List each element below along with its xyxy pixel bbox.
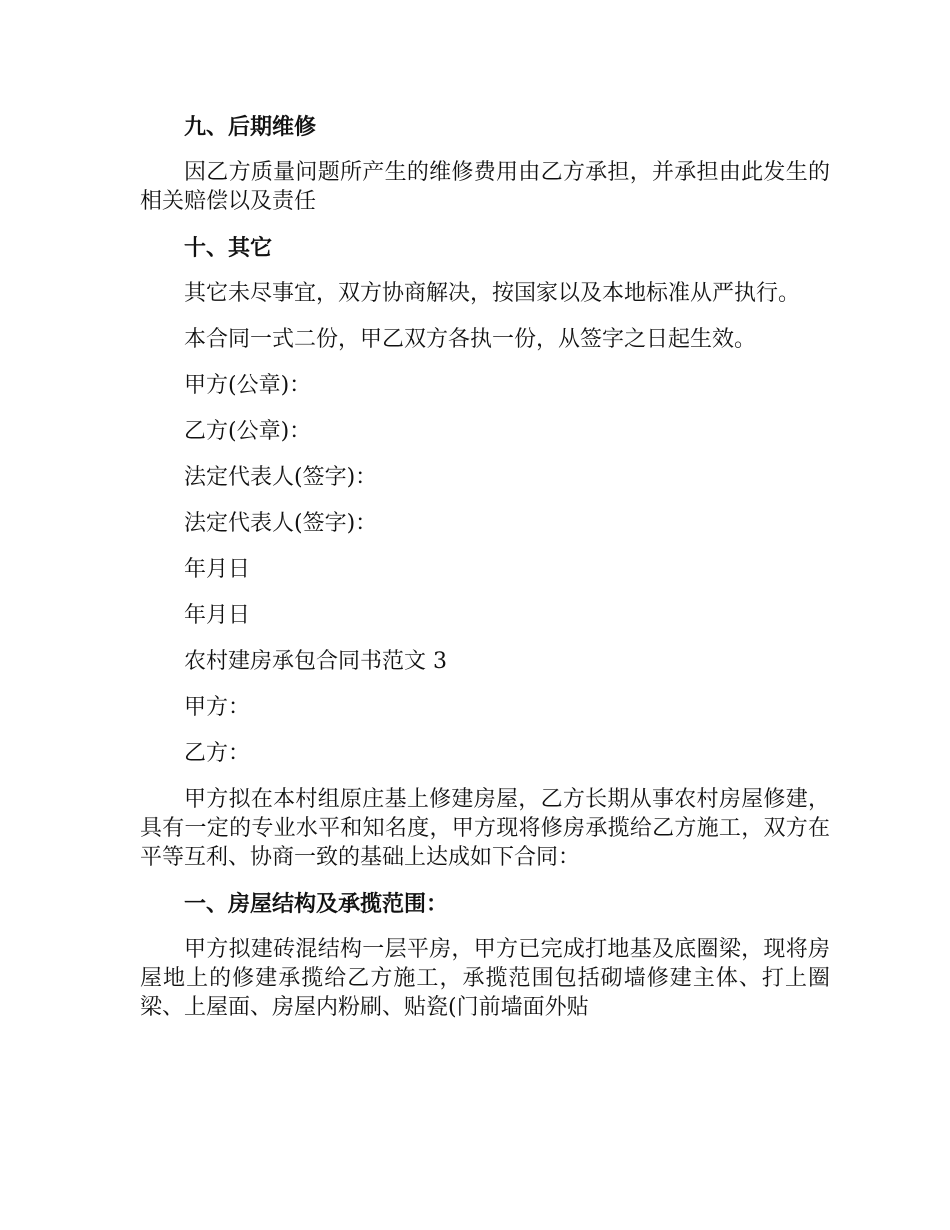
contract-3-intro: 甲方拟在本村组原庄基上修建房屋，乙方长期从事农村房屋修建，具有一定的专业水平和知名度，甲方现将修房承揽给乙方施工，双方在平等互利、协商一致的基础上达成如下合同： bbox=[140, 787, 830, 870]
section-9-heading: 九、后期维修 bbox=[184, 115, 317, 140]
document-content bbox=[140, 112, 830, 1039]
copies-clause: 本合同一式二份，甲乙双方各执一份，从签字之日起生效。 bbox=[184, 327, 757, 352]
party-b-seal-line: 乙方(公章)： bbox=[184, 419, 312, 444]
contract-3-section-1-body: 甲方拟建砖混结构一层平房，甲方已完成打地基及底圈梁，现将房屋地上的修建承揽给乙方施工，承揽范围包括砌墙修建主体、打上圈梁、上屋面、房屋内粉刷、贴瓷(门前墙面外贴 bbox=[140, 937, 830, 1020]
section-10-heading: 十、其它 bbox=[184, 236, 273, 261]
date-a-line: 年月日 bbox=[184, 557, 251, 582]
contract-3-party-b: 乙方： bbox=[184, 741, 251, 766]
contract-3-title: 农村建房承包合同书范文 3 bbox=[184, 649, 447, 674]
contract-3-section-1-heading: 一、房屋结构及承揽范围： bbox=[184, 892, 449, 917]
section-9-body: 因乙方质量问题所产生的维修费用由乙方承担，并承担由此发生的相关赔偿以及责任 bbox=[140, 160, 830, 214]
contract-3-party-a: 甲方： bbox=[184, 695, 251, 720]
section-10-body: 其它未尽事宜，双方协商解决，按国家以及本地标准从严执行。 bbox=[184, 281, 801, 306]
date-b-line: 年月日 bbox=[184, 603, 251, 628]
party-a-seal-line: 甲方(公章)： bbox=[184, 373, 312, 398]
legal-rep-b-signature-line: 法定代表人(签字)： bbox=[184, 511, 378, 536]
legal-rep-a-signature-line: 法定代表人(签字)： bbox=[184, 465, 378, 490]
